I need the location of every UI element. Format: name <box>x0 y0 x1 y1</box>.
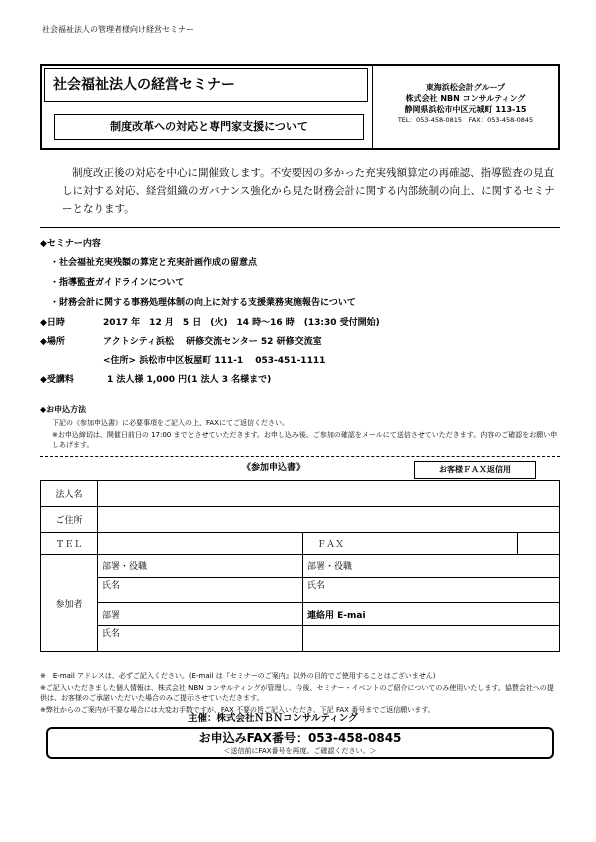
fax-label: ＦＡＸ <box>303 533 518 555</box>
note-email: ※ E-mail アドレスは、必ずご記入ください。(E-mail は『セミナーのご案内』以外の目的でご使用することはございません) <box>40 672 436 680</box>
fax-field[interactable] <box>518 533 560 555</box>
content-item: ・指導監査ガイドラインについて <box>50 278 185 288</box>
email-field[interactable]: 連絡用 E-mai <box>303 603 560 626</box>
page-subtitle: 制度改革への対応と専門家支援について <box>54 114 364 140</box>
name-field-3[interactable]: 氏名 <box>98 626 303 652</box>
place-value: アクトシティ浜松 研修交流センター 52 研修交流室 <box>103 337 322 347</box>
tel-label: ＴＥＬ <box>41 533 98 555</box>
tel-field[interactable] <box>98 533 303 555</box>
apply-heading: ◆お申込方法 <box>40 405 87 414</box>
address-label: ご住所 <box>41 507 98 533</box>
blank-field[interactable] <box>303 626 560 652</box>
content-item: ・社会福祉充実残額の算定と充実計画作成の留意点 <box>50 258 258 268</box>
fee-value: 1 法人様 1,000 円(1 法人 3 名様まで) <box>107 375 272 385</box>
form-title: 《参加申込書》 <box>242 463 306 473</box>
corp-label: 法人名 <box>41 481 98 507</box>
org-contact: TEL：053-458-0815 FAX：053-458-0845 <box>397 116 534 124</box>
intro-text: 制度改正後の対応を中心に開催致します。不安要因の多かった充実残額算定の再確認、指導監査の見直しに対する対応、経営組織のガバナンス強化から見た財務会計に関する内部統制の向上、に関するセミナーとなります。 <box>62 167 555 215</box>
address-field[interactable] <box>98 507 560 533</box>
application-form <box>40 480 560 652</box>
content-heading: ◆セミナー内容 <box>40 239 101 249</box>
apply-line-2: ※お申込締切は、開催日前日の 17:00 までとさせていただきます。お申し込み後、ご参加の確認をメールにて送信させていただきます。内容のご確認をお願い申しあげます。 <box>52 431 558 449</box>
header-left <box>42 66 373 148</box>
place-address: <住所> 浜松市中区板屋町 111-1 053-451-1111 <box>103 356 326 366</box>
divider <box>40 227 560 228</box>
top-label: 社会福祉法人の管理者様向け経営セミナー <box>42 25 194 34</box>
dept-field[interactable]: 部署 <box>98 603 303 626</box>
content-item: ・財務会計に関する事務処理体制の向上に対する支援業務実施報告について <box>50 298 356 308</box>
participant-label: 参加者 <box>41 555 98 652</box>
place-label: ◆場所 <box>40 337 65 347</box>
date-label: ◆日時 <box>40 318 65 328</box>
note-privacy: ※ご記入いただきました個人情報は、株式会社 NBN コンサルティングが管理し、今後、セミナー・イベントのご紹介についてのみ使用いたします。協賛会社への提供は、お客様のご承諾いただいた場合のみご提示させていただきます。 <box>40 684 554 702</box>
org-name: 株式会社 NBN コンサルティング <box>405 94 526 103</box>
cut-line <box>40 456 560 458</box>
note-optout: ※弊社からのご案内が不要な場合には大変お手数ですが、FAX 不要の旨ご記入いただき、下記 FAX 番号までご返信願います。 <box>40 706 435 714</box>
fax-note: ＜送信前にFAX番号を再度、ご確認ください。＞ <box>223 747 377 755</box>
dept-role-field-2[interactable]: 部署・役職 <box>303 555 560 578</box>
page-title: 社会福祉法人の経営セミナー <box>44 68 368 102</box>
org-group: 東海浜松会計グループ <box>425 83 506 92</box>
sponsor: 主催：株式会社ＮＢＮコンサルティング <box>188 713 358 724</box>
org-address: 静岡県浜松市中区元城町 113-15 <box>404 105 527 114</box>
header-box <box>40 64 560 150</box>
dept-role-field-1[interactable]: 部署・役職 <box>98 555 303 578</box>
fee-label: ◆受講料 <box>40 375 74 385</box>
reply-label: お客様ＦＡＸ返信用 <box>414 461 536 479</box>
fax-number-box <box>46 727 554 759</box>
organizer-info <box>373 66 558 148</box>
name-field-1[interactable]: 氏名 <box>98 577 303 603</box>
name-field-2[interactable]: 氏名 <box>303 577 560 603</box>
date-value: 2017 年 12 月 5 日 (火) 14 時～16 時 (13:30 受付開始) <box>103 318 380 328</box>
apply-line-1: 下記の《参加申込書》に必要事項をご記入の上、FAXにてご返信ください。 <box>52 419 289 427</box>
fax-number: お申込みFAX番号：053-458-0845 <box>198 731 402 745</box>
corp-field[interactable] <box>98 481 560 507</box>
